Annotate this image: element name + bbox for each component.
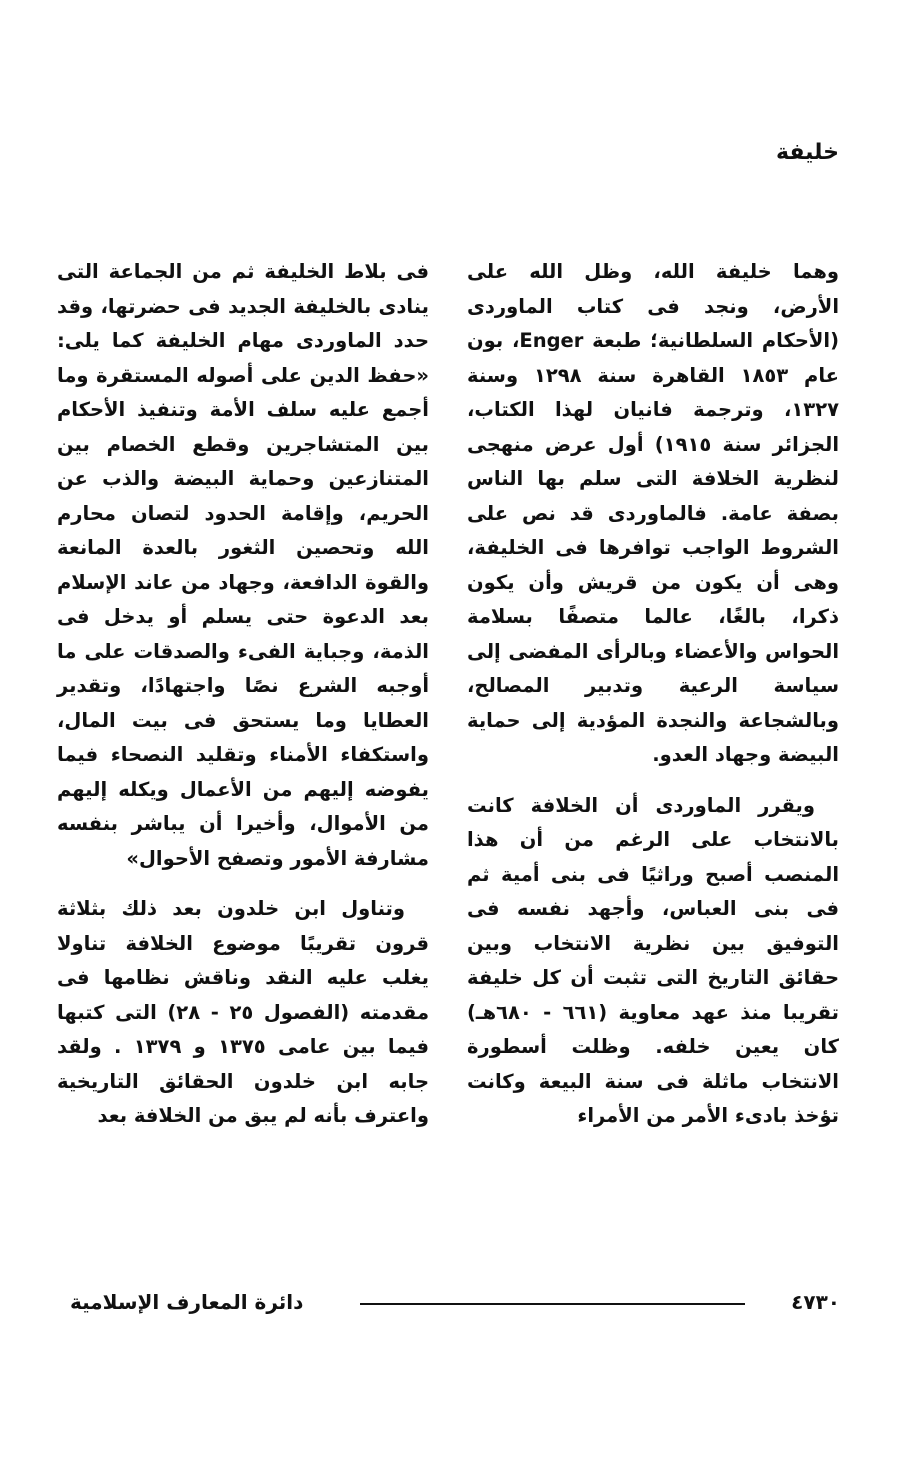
- page-footer: [70, 1290, 840, 1320]
- paragraph: ويقرر الماوردى أن الخلافة كانت بالانتخاب على الرغم من أن هذا المنصب أصبح وراثيًا فى بنى أمية ثم فى بنى العباس، وأجهد نفسه فى التوفيق بين نظرية الانتخاب وبين حقائق التاريخ التى تثبت أن كل خليفة تقريبا منذ عهد معاوية (٦٦١ - ٦٨٠هـ) كان يعين خلفه. وظلت أسطورة الانتخاب ماثلة فى سنة البيعة وكانت تؤخذ بادىء الأمر من الأمراء: [467, 793, 839, 1127]
- left-column: [57, 255, 429, 1150]
- footer-divider: [360, 1303, 745, 1305]
- paragraph: وتناول ابن خلدون بعد ذلك بثلاثة قرون تقريبًا موضوع الخلافة تناولا يغلب عليه النقد وناقش نظامها فى مقدمته (الفصول ٢٥ - ٢٨) التى كتبها فيما بين عامى ١٣٧٥ و ١٣٧٩ . ولقد جابه ابن خلدون الحقائق التاريخية واعترف بأنه لم يبق من الخلافة بعد: [57, 897, 430, 1127]
- running-header: خليفة: [776, 140, 839, 165]
- publication-title: دائرة المعارف الإسلامية: [70, 1290, 304, 1314]
- right-column: [467, 255, 839, 1150]
- paragraph: فى بلاط الخليفة ثم من الجماعة التى ينادى بالخليفة الجديد فى حضرتها، وقد حدد الماوردى مهام الخليفة كما يلى: «حفظ الدين على أصوله المستقرة وما أجمع عليه سلف الأمة وتنفيذ الأحكام بين المتشاجرين وقطع الخصام بين المتنازعين وحماية البيضة والذب عن الحريم، وإقامة الحدود لتصان محارم الله وتحصين الثغور بالعدة المانعة والقوة الدافعة، وجهاد من عاند الإسلام بعد الدعوة حتى يسلم أو يدخل فى الذمة، وجباية الفىء والصدقات على ما أوجبه الشرع نصًا واجتهادًا، وتقدير العطايا وما يستحق فى بيت المال، واستكفاء الأمناء وتقليد النصحاء فيما يفوضه إليهم من الأعمال ويكله إليهم من الأموال، وأخيرا أن يباشر بنفسه مشارفة الأمور وتصفح الأحوال»: [57, 260, 429, 870]
- page-number: ٤٧٣٠: [791, 1290, 840, 1314]
- paragraph: وهما خليفة الله، وظل الله على الأرض، ونجد فى كتاب الماوردى (الأحكام السلطانية؛ طبعة Enger، بون عام ١٨٥٣ القاهرة سنة ١٢٩٨ وسنة ١٣٢٧، وترجمة فانيان لهذا الكتاب، الجزائر سنة ١٩١٥) أول عرض منهجى لنظرية الخلافة التى سلم بها الناس بصفة عامة. فالماوردى قد نص على الشروط الواجب توافرها فى الخليفة، وهى أن يكون من قريش وأن يكون ذكرا، بالغًا، عالما متصفًا بسلامة الحواس والأعضاء وبالرأى المفضى إلى سياسة الرعية وتدبير المصالح، وبالشجاعة والنجدة المؤدية إلى حماية البيضة وجهاد العدو.: [467, 260, 840, 766]
